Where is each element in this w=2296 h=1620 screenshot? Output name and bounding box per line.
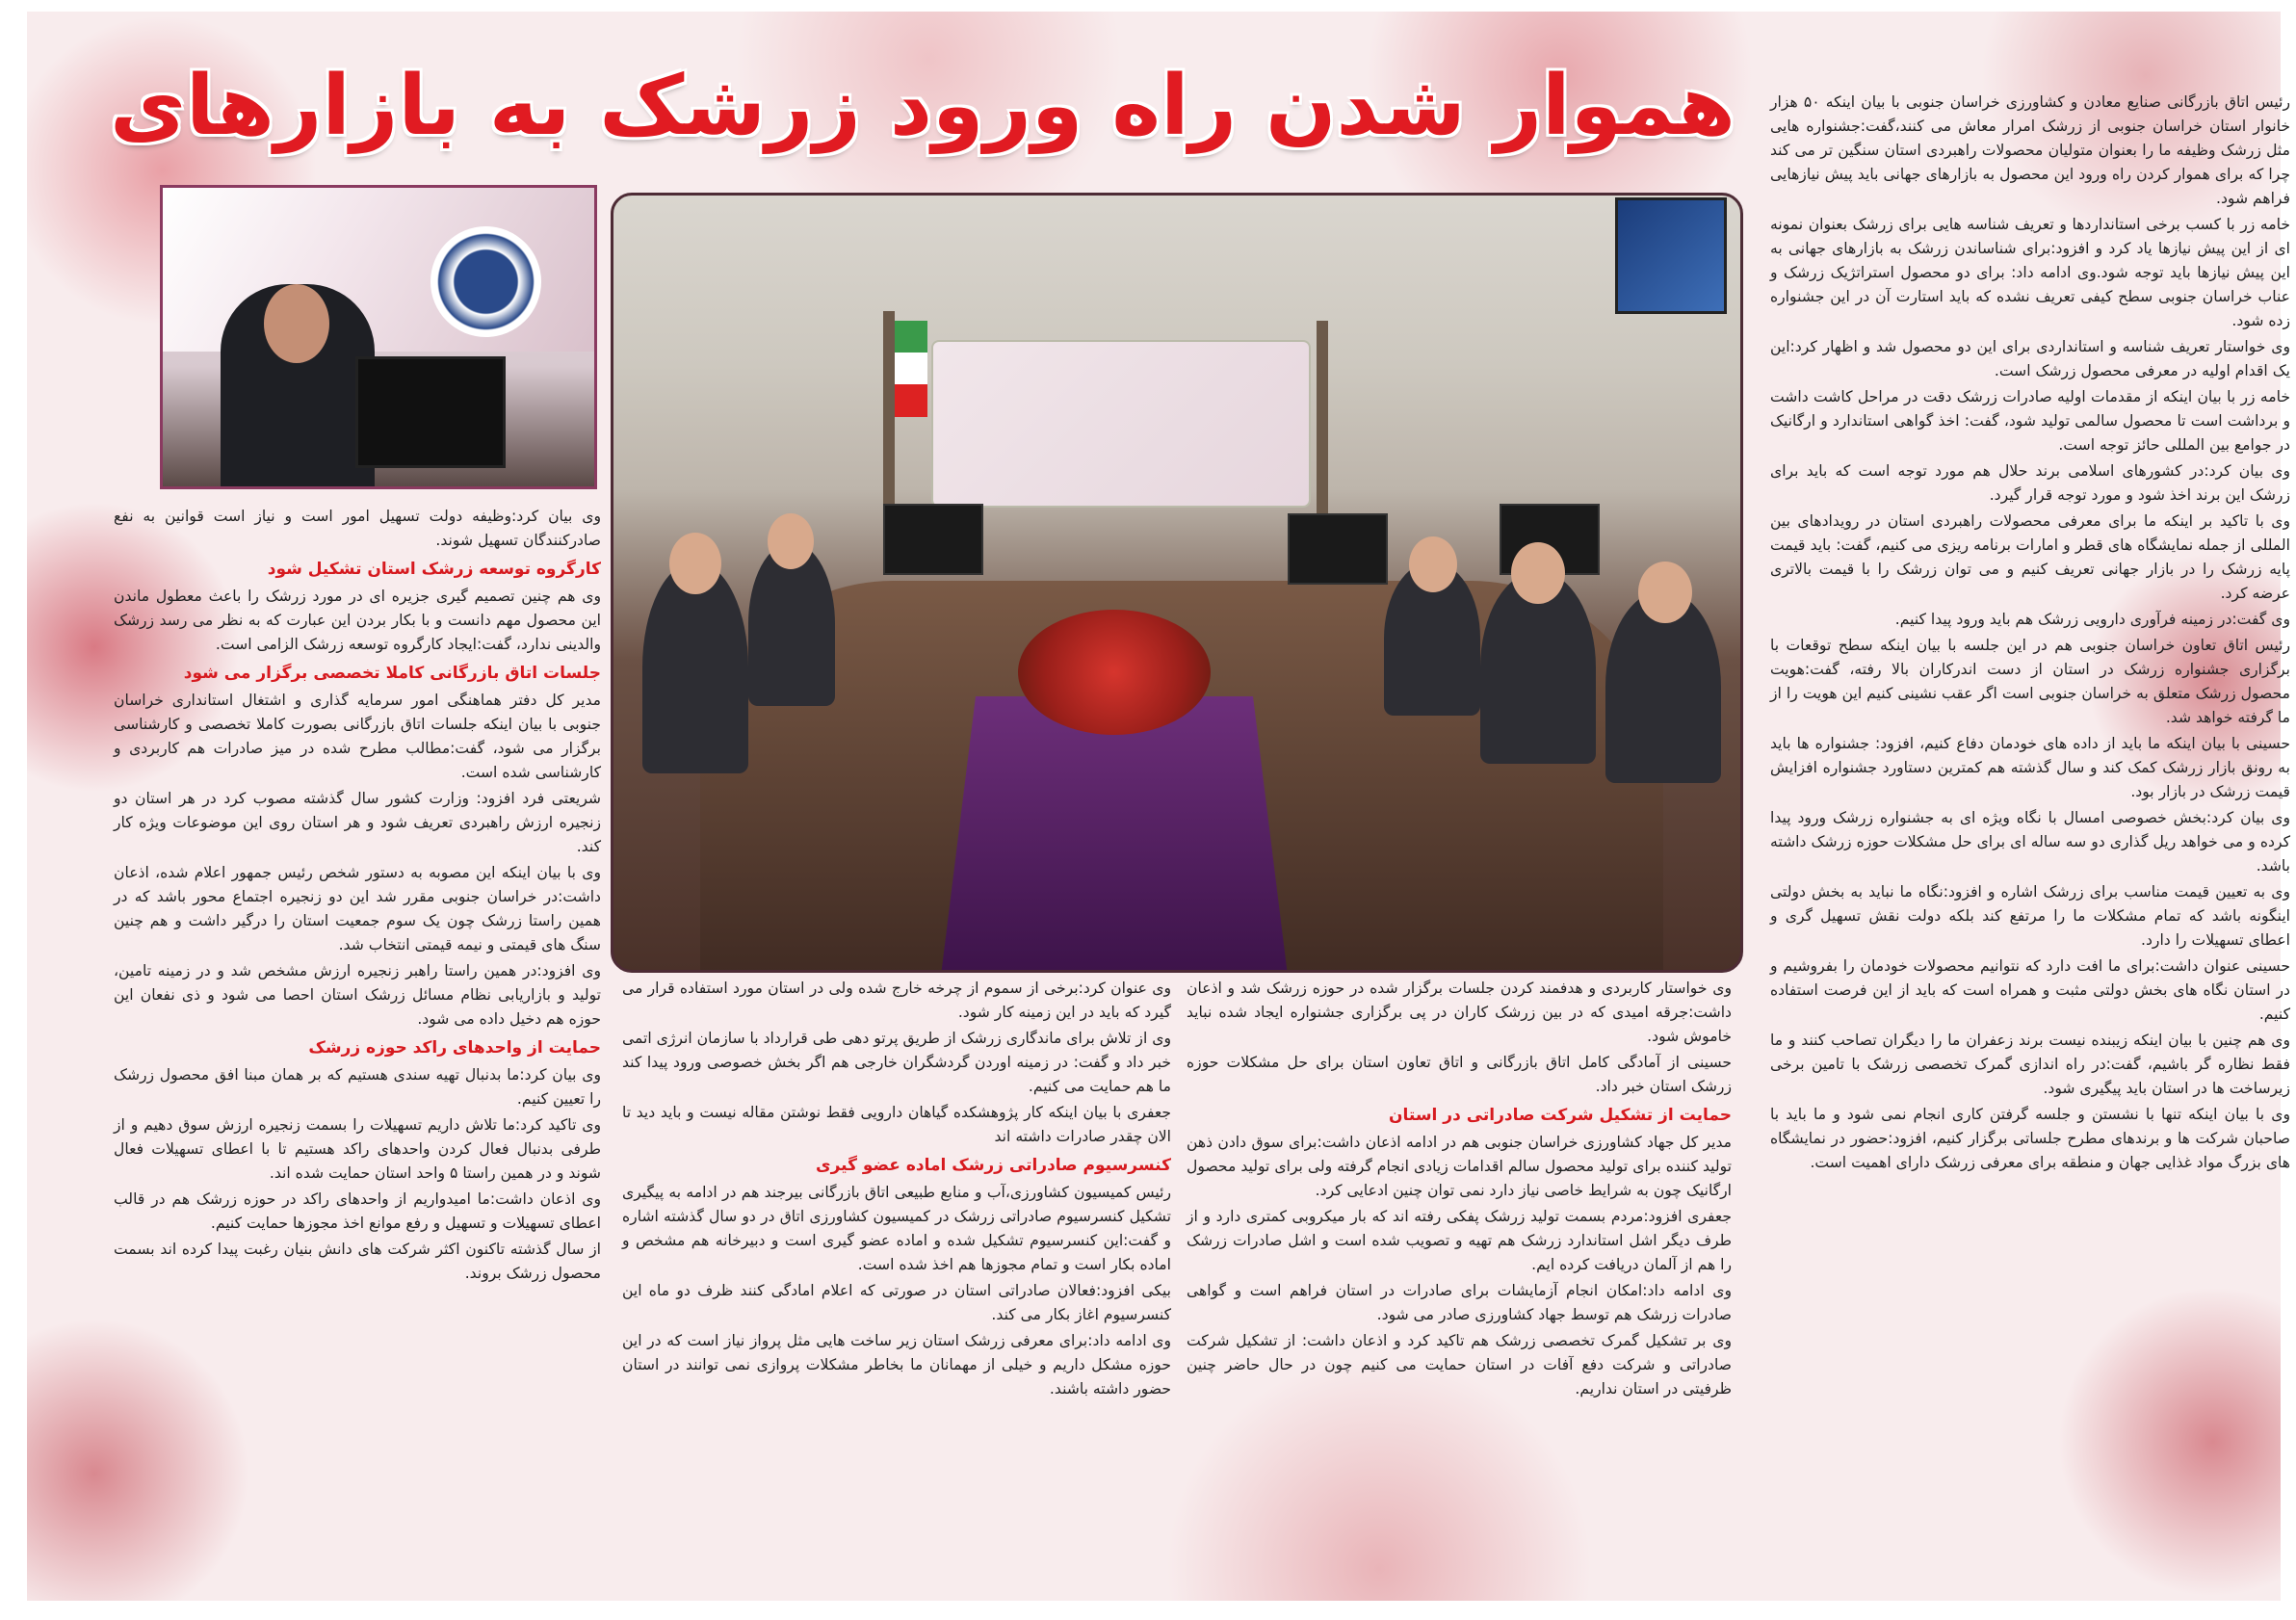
- article-column-middle-left: [622, 977, 1171, 1603]
- attendee-head: [1638, 562, 1692, 623]
- subheading: جلسات اتاق بازرگانی کاملا تخصصی برگزار می شود: [183, 664, 601, 683]
- paragraph: وی گفت:در زمینه فرآوری دارویی زرشک هم باید ورود پیدا کنیم.: [1894, 611, 2290, 628]
- paragraph: وی با بیان اینکه تنها با نشستن و جلسه گرفتن کاری انجام نمی شود و ما باید با صاحبان شرکت ها و برندهای مطرح جلساتی برگزار کنیم، افزود:حضور در نمایشگاه های بزرگ مواد غذایی جهان و منطقه برای معرفی زرشک دارای اهمیت است.: [1770, 1106, 2290, 1171]
- paragraph: حسینی عنوان داشت:برای ما افت دارد که نتوانیم محصولات خودمان را بفروشیم و در استان نگاه های بخش دولتی مثبت و همراه است که باید از این فرصت استفاده کنیم.: [1770, 957, 2290, 1023]
- subheading: کنسرسیوم صادراتی زرشک اماده عضو گیری: [816, 1156, 1171, 1175]
- paragraph: وی ادامه داد:برای معرفی زرشک استان زیر ساخت هایی مثل پرواز نیاز است که در این حوزه مشکل داریم و خیلی از مهمانان ما بخاطر مشکلات پروازی نمی توانند در استان حضور داشته باشند.: [622, 1332, 1171, 1398]
- paragraph: رئیس اتاق بازرگانی صنایع معادن و کشاورزی خراسان جنوبی با بیان اینکه ۵۰ هزار خانوار استان خراسان جنوبی از زرشک امرار معاش می کنند،گفت:جشنواره هایی مثل زرشک وظیفه ما را بعنوان متولیان محصولات راهبردی استان سنگین تر می کند چرا که برای هموار کردن راه ورود این محصول به بازارهای جهانی باید پیش نیازهایی فراهم شود.: [1770, 93, 2291, 207]
- newspaper-page: [27, 12, 2291, 1601]
- paragraph: جعفری افزود:مردم بسمت تولید زرشک پفکی رفته اند که بار میکروبی کمتری دارد و از طرف دیگر اشل استاندارد زرشک هم تهیه و تصویب شده است و اشل صادرات زرشک را هم از آلمان دریافت کرده ایم.: [1187, 1208, 1732, 1273]
- meeting-banner: [931, 340, 1311, 508]
- paragraph: وی بیان کرد:بخش خصوصی امسال با نگاه ویژه ای به جشنواره زرشک ورود پیدا کرده و می خواهد ریل گذاری دو سه ساله ای برای حل مشکلات حوزه زرشک داشته باشد.: [1770, 809, 2290, 875]
- paragraph: وی خواستار کاربردی و هدفمند کردن جلسات برگزار شده در حوزه زرشک شد و اذعان داشت:جرقه امیدی که در بین زرشک کاران در پی برگزاری جشنواره ایجاد شده نباید خاموش شود.: [1187, 980, 1732, 1045]
- paragraph: وی به تعیین قیمت مناسب برای زرشک اشاره و افزود:نگاه ما نباید به بخش دولتی اینگونه باشد که تمام مشکلات ما را مرتفع کند بلکه دولت نقش تسهیل گری و اعطای تسهیلات را دارد.: [1770, 883, 2290, 949]
- paragraph: از سال گذشته تاکنون اکثر شرکت های دانش بنیان رغبت پیدا کرده اند بسمت محصول زرشک بروند.: [114, 1241, 601, 1282]
- paragraph: وی با بیان اینکه این مصوبه به دستور شخص رئیس جمهور اعلام شده، اذعان داشت:در خراسان جنوبی مقرر شد این دو زنجیره اجتماع محور باشد که در همین راستا زرشک چون یک سوم جمعیت استان را درگیر داشت و هم چنین سنگ های قیمتی و نیمه قیمتی انتخاب شد.: [114, 864, 601, 954]
- article-column-middle-right: [1187, 977, 1732, 1603]
- paragraph: جعفری با بیان اینکه کار پژوهشکده گیاهان دارویی فقط نوشتن مقاله نیست و باید دید تا الان چقدر صادرات داشته اند: [622, 1104, 1171, 1145]
- purple-tablecloth: [941, 696, 1288, 973]
- paragraph: شریعتی فرد افزود: وزارت کشور سال گذشته مصوب کرد در هر استان دو زنجیره ارزش راهبردی تعریف شود و هر استان روی این موضوعات ویژه کار کند.: [114, 790, 601, 855]
- paragraph: وی بیان کرد:وظیفه دولت تسهیل امور است و نیاز است قوانین به نفع صادرکنندگان تسهیل شوند.: [114, 508, 601, 549]
- subheading: حمایت از تشکیل شرکت صادراتی در استان: [1388, 1106, 1732, 1125]
- paragraph: وی با تاکید بر اینکه ما برای معرفی محصولات راهبردی استان در رویدادهای بین المللی از جمله نمایشگاه های قطر و امارات برنامه ریزی می کنیم، گفت: باید قیمت پایه زرشک را در بازار جهانی تعریف کنیم و می توان زرشک را با قیمت بالاتری عرضه کرد.: [1770, 512, 2290, 602]
- monitor-icon: [355, 356, 506, 468]
- paragraph: بیکی افزود:فعالان صادراتی استان در صورتی که اعلام امادگی کنند ظرف دو ماه این کنسرسیوم اغاز بکار می کند.: [622, 1282, 1171, 1323]
- paragraph: وی بیان کرد:در کشورهای اسلامی برند حلال هم مورد توجه است که باید برای زرشک این برند اخذ شود و مورد توجه قرار گیرد.: [1770, 462, 2290, 504]
- paragraph: حسینی با بیان اینکه ما باید از داده های خودمان دفاع کنیم، افزود: جشنواره ها باید به رونق بازار زرشک کمک کند و سال گذشته هم کمترین دستاورد جشنواره افزایش قیمت زرشک در بازار بود.: [1770, 735, 2290, 800]
- subheading: حمایت از واحدهای راکد حوزه زرشک: [308, 1038, 601, 1058]
- paragraph: حسینی از آمادگی کامل اتاق بازرگانی و اتاق تعاون استان برای حل مشکلات حوزه زرشک استان خبر داد.: [1187, 1054, 1732, 1095]
- attendee-head: [1511, 542, 1565, 604]
- paragraph: وی بیان کرد:ما بدنبال تهیه سندی هستیم که بر همان مبنا افق محصول زرشک را تعیین کنیم.: [114, 1066, 601, 1108]
- paragraph: وی هم چنین با بیان اینکه زیبنده نیست برند زعفران ما را دیگران تصاحب کنند و ما فقط نظاره گر باشیم، گفت:در راه اندازی گمرک تخصصی زرشک با تامین برخی زیرساخت ها در استان باید پیگیری شود.: [1770, 1032, 2290, 1097]
- paragraph: وی افزود:در همین راستا راهبر زنجیره ارزش مشخص شد و در زمینه تامین، تولید و بازاریابی نظام مسائل زرشک استان احصا می شود و ذی نفعان این حوزه هم دخیل داده می شود.: [114, 962, 601, 1028]
- paragraph: وی بر تشکیل گمرک تخصصی زرشک هم تاکید کرد و اذعان داشت: از تشکیل شرکت صادراتی و شرکت دفع آفات در استان حمایت می کنیم چون در حال حاضر چنین ظرفیتی در استان نداریم.: [1187, 1332, 1732, 1398]
- paragraph: وی خواستار تعریف شناسه و استانداردی برای این دو محصول شد و اظهار کرد:این یک اقدام اولیه در معرفی محصول زرشک است.: [1770, 338, 2290, 379]
- speaker-head: [264, 284, 329, 363]
- paragraph: خامه زر با کسب برخی استانداردها و تعریف شناسه هایی برای زرشک بعنوان نمونه ای از این پیش نیازها یاد کرد و افزود:برای شناساندن زرشک به بازارهای جهانی به این پیش نیازها باید توجه شود.وی ادامه داد: برای دو محصول استراتژیک زرشک و عناب خراسان جنوبی سطح کیفی تعریف نشده که باید استارت آن در این جشنواره زده شود.: [1770, 216, 2290, 329]
- attendee-head: [669, 533, 721, 594]
- article-column-right: [1770, 91, 2290, 1601]
- subheading: کارگروه توسعه زرشک استان تشکیل شود: [267, 560, 601, 579]
- paragraph: مدیر کل جهاد کشاورزی خراسان جنوبی هم در ادامه اذعان داشت:برای سوق دادن ذهن تولید کننده برای تولید محصول سالم اقدامات زیادی انجام گرفته ولی برای تولید محصول ارگانیک چون به شرایط خاصی نیاز دارد نمی توان چنین ادعایی کرد.: [1187, 1134, 1732, 1199]
- paragraph: وی از تلاش برای ماندگاری زرشک از طریق پرتو دهی طی قرارداد با سازمان انرژی اتمی خبر داد و گفت: در زمینه اوردن گردشگران خارجی هم اگر بخش خصوصی ورود پیدا کند ما هم حمایت می کنیم.: [622, 1030, 1171, 1095]
- paragraph: وی تاکید کرد:ما تلاش داریم تسهیلات را بسمت زنجیره ارزش سوق دهیم و از طرفی بدنبال فعال کردن واحدهای راکد هستیم تا با اعطای تسهیلات فعال شوند و در همین راستا ۵ واحد استان حمایت شده اند.: [114, 1116, 601, 1182]
- attendee-head: [768, 513, 814, 569]
- paragraph: وی اذعان داشت:ما امیدواریم از واحدهای راکد در حوزه زرشک هم در قالب اعطای تسهیلات و تسهیل و رفع موانع اخذ مجوزها حمایت کنیم.: [114, 1190, 601, 1232]
- monitor-icon: [1288, 513, 1388, 585]
- paragraph: مدیر کل دفتر هماهنگی امور سرمایه گذاری و اشتغال استانداری خراسان جنوبی با بیان اینکه جلسات اتاق بازرگانی بصورت کاملا تخصصی و کارشناسی برگزار می شود، گفت:مطالب مطرح شده در میز صادرات هم کاربردی و کارشناسی شده است.: [114, 692, 601, 781]
- barberry-display: [1018, 610, 1211, 735]
- paragraph: رئیس کمیسیون کشاورزی،آب و منابع طبیعی اتاق بازرگانی بیرجند هم در ادامه به پیگیری تشکیل کنسرسیوم صادراتی زرشک در کمیسیون کشاورزی اتاق در دو سال گذشته اشاره و گفت:این کنسرسیوم تشکیل شده و اماده عضو گیری است و دبیرخانه هم مشخص و اماده بکار است و تمام مجوزها هم اخذ شده است.: [622, 1184, 1171, 1273]
- paragraph: وی ادامه داد:امکان انجام آزمایشات برای صادرات در استان فراهم است و گواهی صادرات زرشک هم توسط جهاد کشاورزی صادر می شود.: [1187, 1282, 1732, 1323]
- headline: هموار شدن راه ورود زرشک به بازارهای: [110, 58, 1735, 154]
- paragraph: وی هم چنین تصمیم گیری جزیره ای در مورد زرشک را باعث معطول ماندن این محصول مهم دانست و با بکار بردن این عبارت که به نظر می رسد زرشک والدینی ندارد، گفت:ایجاد کارگروه توسعه زرشک الزامی است.: [114, 588, 601, 653]
- tv-screen: [1615, 197, 1727, 314]
- iran-flag-icon: [895, 321, 927, 417]
- attendee-head: [1409, 536, 1457, 592]
- paragraph: وی عنوان کرد:برخی از سموم از چرخه خارج شده ولی در استان مورد استفاده قرار می گیرد که باید در این زمینه کار شود.: [622, 980, 1171, 1021]
- speaker-photo: [160, 185, 597, 489]
- article-column-left: [114, 505, 601, 1603]
- paragraph: رئیس اتاق تعاون خراسان جنوبی هم در این جلسه با بیان اینکه سطح توقعات با برگزاری جشنواره زرشک در استان از دست اندرکاران بالا رفته، گفت:هویت محصول زرشک متعلق به خراسان جنوبی است اگر عقب نشینی کنیم این هویت را از ما گرفته خواهد شد.: [1770, 637, 2290, 726]
- paragraph: خامه زر با بیان اینکه از مقدمات اولیه صادرات زرشک دقت در مراحل کاشت داشت و برداشت است تا محصول سالمی تولید شود، گفت: اخذ گواهی استاندارد و ارگانیک در جوامع بین المللی حائز توجه است.: [1770, 388, 2290, 454]
- meeting-photo: [611, 193, 1743, 973]
- chamber-logo-icon: [430, 226, 541, 337]
- monitor-icon: [883, 504, 983, 575]
